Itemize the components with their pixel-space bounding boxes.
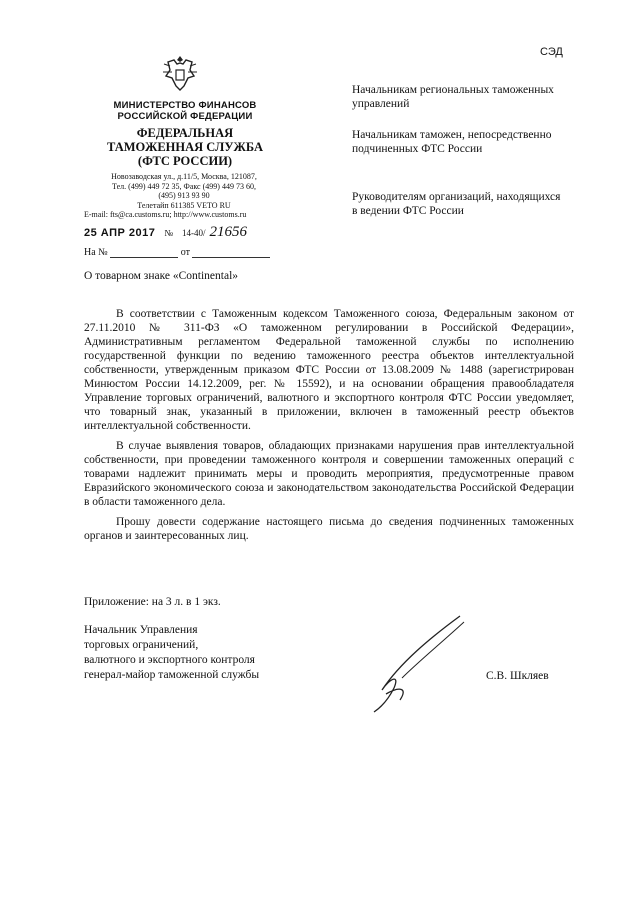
ministry-line-1: МИНИСТЕРСТВО ФИНАНСОВ: [113, 100, 257, 111]
attachment-note: Приложение: на 3 л. в 1 экз.: [84, 596, 221, 608]
number-label: №: [164, 228, 173, 238]
address-line-4: Телетайп 611385 VETO RU: [137, 200, 231, 210]
registration-line: [84, 224, 247, 241]
address-line-2: Тел. (499) 449 72 35, Факс (499) 449 73 60,: [112, 181, 256, 191]
agency-email: E-mail: fts@ca.customs.ru; http://www.customs.ru: [84, 210, 247, 219]
number-prefix: 14-40/: [181, 228, 206, 238]
position-line-1: Начальник Управления: [84, 624, 198, 636]
recipient-2: Начальникам таможен, непосредственно подчиненных ФТС России: [352, 129, 552, 155]
address-line-3: (495) 913 93 90: [158, 191, 210, 200]
recipient-1: Начальникам региональных таможенных управлений: [352, 84, 554, 110]
handwritten-signature: [360, 608, 480, 718]
agency-line-1: ФЕДЕРАЛЬНАЯ: [136, 126, 234, 140]
na-label: На №: [84, 247, 108, 258]
ministry-line-2: РОССИЙСКОЙ ФЕДЕРАЦИИ: [117, 111, 253, 122]
position-line-3: валютного и экспортного контроля: [84, 654, 255, 666]
date-stamp: 25 АПР 2017: [84, 227, 156, 239]
signatory-position: [84, 623, 314, 683]
ot-blank: [192, 257, 270, 258]
agency-line-2: ТАМОЖЕННАЯ СЛУЖБА: [107, 140, 263, 154]
agency-line-3: (ФТС РОССИИ): [137, 154, 233, 168]
body-paragraph-3: Прошу довести содержание настоящего письма до сведения подчиненных таможенных органов и заинтересованных лиц.: [84, 516, 574, 542]
ot-label: от: [180, 247, 190, 258]
agency-title: [92, 126, 278, 168]
letter-subject: О товарном знаке «Continental»: [84, 270, 239, 282]
position-line-4: генерал-майор таможенной службы: [84, 669, 260, 681]
position-line-2: торговых ограничений,: [84, 639, 199, 651]
coat-of-arms-icon: [160, 52, 200, 96]
body-paragraph-2: В случае выявления товаров, обладающих признаками нарушения прав интеллектуальной собственности, при проведении таможенного контроля и совершении таможенных операций с товарами надлежит принимать меры и проводить мероприятия, предусмотренные правом Евразийского экономического союза и законодательством законодательства Российской Федерации в области таможенного дела.: [84, 440, 574, 508]
ministry-title: [92, 100, 278, 122]
address-line-1: Новозаводская ул., д.11/5, Москва, 121087,: [111, 172, 257, 181]
agency-address: [84, 172, 284, 210]
signatory-name: С.В. Шкляев: [486, 670, 549, 682]
sed-mark: СЭД: [540, 46, 563, 58]
reference-line: [84, 247, 270, 258]
letter-body: [84, 307, 574, 549]
recipient-3: Руководителям организаций, находящихся в ведении ФТС России: [352, 191, 561, 217]
na-blank: [110, 257, 178, 258]
body-paragraph-1: В соответствии с Таможенным кодексом Таможенного союза, Федеральным законом от 27.11.2010 № 311-ФЗ «О таможенном регулировании в Российской Федерации», Административным регламентом Федеральной таможенной службы по исполнению государственной функции по ведению таможенного реестра объектов интеллектуальной собственности, утвержденным приказом ФТС России от 13.08.2009 № 1488 (зарегистрирован Минюстом России 14.12.2009, рег. № 15592), и на основании обращения правообладателя Управление торговых ограничений, валютного и экспортного контроля ФТС России уведомляет, что товарный знак, указанный в приложении, включен в таможенный реестр объектов интеллектуальной собственности.: [84, 308, 574, 432]
number-handwritten: 21656: [209, 224, 247, 240]
